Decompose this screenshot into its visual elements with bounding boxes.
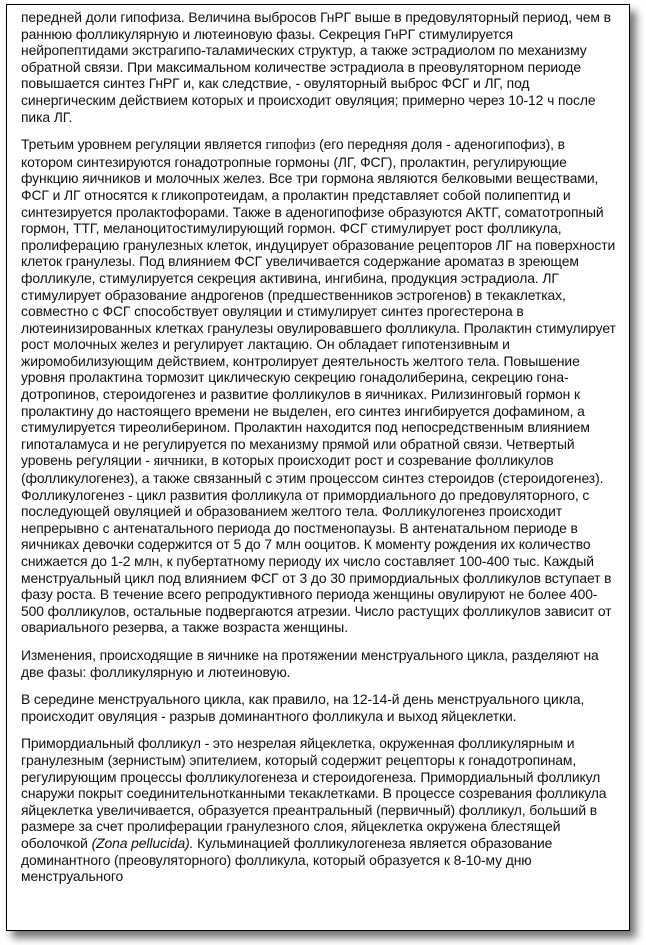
term-ovaries: яичники: [153, 453, 204, 470]
text-run: , в которых происходит рост и созревание фолликулов (фолликулогенез), а также связанный с этим процессом синтез стероидов (стероидогенез). Фолликулогенез - цикл развития фолликула от примордиального до предовуляторного, с последующей овуляцией и образованием желтого тела. Фолликулогенез происходит непрерывно с антенатального периода до постменопаузы. В антенатальном периоде в яичниках девочки содержится от 5 до 7 млн ооцитов. К моменту рождения их количество снижается до 1-2 млн, к пубертатному периоду их число составляет 100-400 тыс. Каждый менструальный цикл под влиянием ФСГ от 3 до 30 примордиальных фолликулов вступает в фазу роста. В течение всего репродуктивного периода женщины овулируют не более 400-500 фолликулов, остальные подвергаются атрезии. Число растущих фолликулов зависит от овариального резерва, а также возраста женщины.: [21, 452, 612, 636]
paragraph-ovulation: В середине менструального цикла, как правило, на 12-14-й день менструального цикла, происходит овуляция - разрыв доминантного фолликула и выход яйцеклетки.: [21, 691, 585, 724]
text-run: Примордиальный фолликул - это незрелая яйцеклетка, окруженная фолликулярным и гранулезным (зернистым) эпителием, который содержит рецепторы к гонадотропинам, регулирующим процессы фолликулогенеза и стероидогенеза. Примордиальный фолликул снаружи покрыт соединительнотканными текаклетками. В процессе созревания фолликула яйцеклетка увеличивается, образуется преантральный (первичный) фолликул, больший в размере за счет пролиферации гранулезного слоя, яйцеклетка окружена блестящей оболочкой: [21, 735, 607, 851]
paragraph-phases: Изменения, происходящие в яичнике на протяжении менструального цикла, разделяют на две фазы: фолликулярную и лютеиновую.: [21, 646, 599, 680]
term-pituitary: гипофиз: [265, 137, 316, 154]
text-run: Третьим уровнем регуляции является: [21, 136, 266, 153]
paragraph-primordial-follicle: [21, 735, 619, 884]
paragraph-gnrh: передней доли гипофиза. Величина выбросов ГнРГ выше в предовуляторный период, чем в раннюю фолликулярную и лютеиновую фазы. Секреция ГнРГ стимулируется нейропептидами экстрагипо-таламических структур, а также эстрадиолом по механизму обратной связи. При максимальном количестве эстрадиола в преовуляторном периоде повышается синтез ГнРГ и, как следствие, - овуляторный выброс ФСГ и ЛГ, под синергическим действием которых и происходит овуляция; примерно через 10-12 ч после пика ЛГ.: [21, 9, 611, 125]
document-body: [7, 9, 629, 885]
text-run: (его передняя доля - аденогипофиз), в котором синтезируются гонадотропные гормоны (ЛГ, ФСГ), пролактин, регулирующие функцию яичников и молочных желез. Все три гормона являются белковыми веществами, ФСГ и ЛГ относятся к гликопротеидам, а пролактин представляет собой полипептид и синтезируется пролактофорами. Также в аденогипофизе образуются АКТГ, соматотропный гормон, ТТГ, меланоцитостимулирующий гормон. ФСГ стимулирует рост фолликула, пролиферацию гранулезных клеток, индуцирует образование рецепторов ЛГ на поверхности клеток гранулезы. Под влиянием ФСГ увеличивается содержание ароматаз в зреющем фолликуле, стимулируется секреция активина, ингибина, продукция эстрадиола. ЛГ стимулирует образование андрогенов (предшественников эстрогенов) в текаклетках, совместно с ФСГ способствует овуляции и стимулирует синтез прогестерона в лютеинизированных клетках гранулезы овулировавшего фолликула. Пролактин стимулирует рост молочных желез и регулирует лактацию. Он обладает гипотензивным и жиромобилизующим действием, контролирует деятельность желтого тела. Повышение уровня пролактина тормозит циклическую секрецию гонадолиберина, секрецию гона-дотропинов, стероидогенез и развитие фолликулов в яичниках. Рилизинговый гормон к пролактину до настоящего времени не выделен, его синтез ингибируется дофамином, а стимулируется тиреолиберином. Пролактин находится под непосредственным влиянием гипоталамуса и не регулируется по механизму прямой или обратной связи. Четвертый уровень регуляции -: [21, 136, 616, 469]
text-run: Кульминацией фолликулогенеза является образование доминантного (преовуляторного) фолликула, который образуется к 8-10-му дню менструального: [21, 834, 553, 885]
term-zona-pellucida: (Zona pellucida).: [91, 834, 194, 851]
document-page: [6, 4, 630, 931]
paragraph-pituitary: [21, 136, 619, 636]
